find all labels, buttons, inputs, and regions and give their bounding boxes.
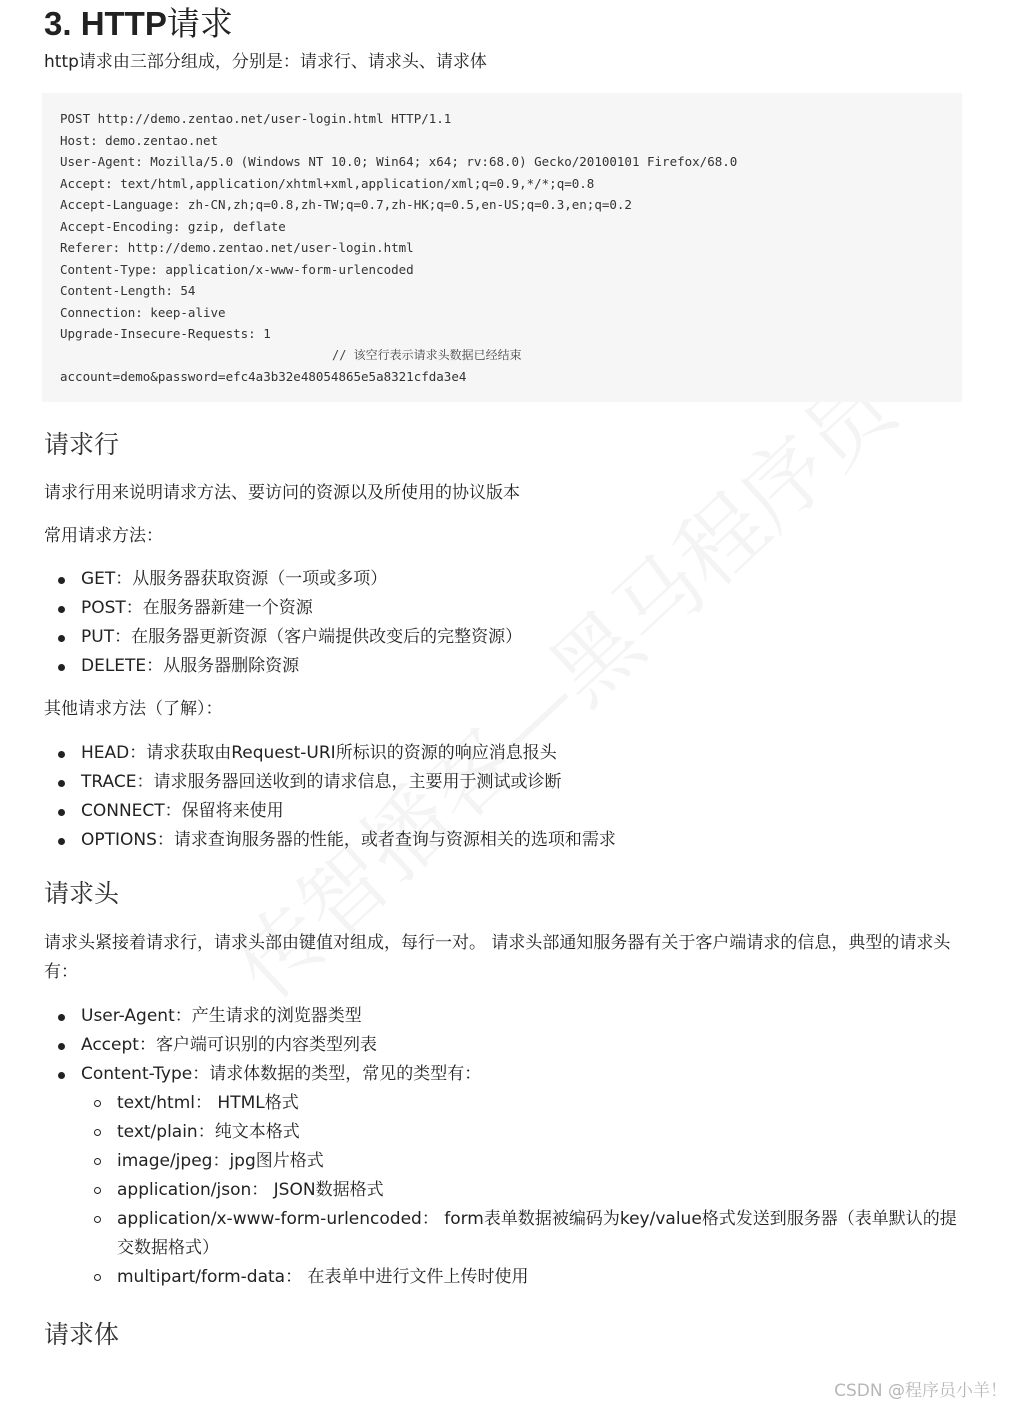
code-line: Referer: http://demo.zentao.net/user-login.html [60, 240, 414, 255]
list-item: POST：在服务器新建一个资源 [44, 594, 964, 623]
page-title [44, 0, 964, 48]
document-page [44, 0, 964, 1352]
code-line: Upgrade-Insecure-Requests: 1 [60, 326, 271, 341]
common-methods-label: 常用请求方法： [44, 525, 163, 546]
list-item-text: Content-Type：请求体数据的类型，常见的类型有： [81, 1063, 482, 1084]
list-item: DELETE：从服务器删除资源 [44, 652, 964, 681]
sub-list-item: application/x-www-form-urlencoded： form表单数据被编码为key/value格式发送到服务器（表单默认的提交数据格式） [44, 1205, 964, 1263]
list-item: TRACE：请求服务器回送收到的请求信息，主要用于测试或诊断 [44, 768, 964, 797]
list-item: OPTIONS：请求查询服务器的性能，或者查询与资源相关的选项和需求 [44, 826, 964, 855]
intro-paragraph: http请求由三部分组成，分别是：请求行、请求头、请求体 [44, 52, 487, 72]
request-header-description: 请求头紧接着请求行，请求头部由键值对组成，每行一对。 请求头部通知服务器有关于客户端请求的信息，典型的请求头有： [44, 932, 951, 982]
list-item: PUT：在服务器更新资源（客户端提供改变后的完整资源） [44, 623, 964, 652]
code-comment: // 该空行表示请求头数据已经结束 [332, 347, 522, 362]
code-line: Content-Length: 54 [60, 283, 196, 298]
list-item: HEAD：请求获取由Request-URI所标识的资源的响应消息报头 [44, 739, 964, 768]
code-line: Accept: text/html,application/xhtml+xml,application/xml;q=0.9,*/*;q=0.8 [60, 175, 595, 191]
request-header-list [44, 1002, 964, 1292]
code-line: POST http://demo.zentao.net/user-login.html HTTP/1.1 [60, 111, 452, 126]
list-item: GET：从服务器获取资源（一项或多项） [44, 565, 964, 594]
sub-list-item: text/html： HTML格式 [44, 1089, 964, 1118]
section-title-request-body: 请求体 [44, 1319, 120, 1349]
title-en: 3. HTTP [44, 5, 167, 42]
content-type-list [81, 1089, 964, 1292]
list-item: CONNECT：保留将来使用 [44, 797, 964, 826]
sub-list-item: text/plain：纯文本格式 [44, 1118, 964, 1147]
code-line: Accept-Language: zh-CN,zh;q=0.8,zh-TW;q=0.7,zh-HK;q=0.5,en-US;q=0.3,en;q=0.2 [60, 197, 632, 212]
section-title-request-header: 请求头 [44, 878, 120, 908]
code-body-line: account=demo&password=efc4a3b32e48054865e5a8321cfda3e4 [60, 369, 467, 384]
sub-list-item: image/jpeg：jpg图片格式 [44, 1147, 964, 1176]
other-methods-list [44, 739, 964, 855]
other-methods-label: 其他请求方法（了解）： [44, 698, 223, 719]
http-request-code-block [42, 93, 962, 402]
list-item [44, 1060, 964, 1292]
code-line: Host: demo.zentao.net [60, 132, 219, 148]
csdn-credit: CSDN @程序员小羊！ [834, 1381, 1007, 1401]
title-cjk: 请求 [166, 4, 233, 43]
sub-list-item: multipart/form-data： 在表单中进行文件上传时使用 [44, 1263, 964, 1292]
request-line-description: 请求行用来说明请求方法、要访问的资源以及所使用的协议版本 [44, 482, 520, 503]
code-line: User-Agent: Mozilla/5.0 (Windows NT 10.0; Win64; x64; rv:68.0) Gecko/20100101 Firefox/68.0 [60, 154, 738, 169]
code-line: Content-Type: application/x-www-form-urlencoded [60, 261, 414, 277]
list-item: User-Agent：产生请求的浏览器类型 [44, 1002, 964, 1031]
common-methods-list [44, 565, 964, 681]
sub-list-item: application/json： JSON数据格式 [44, 1176, 964, 1205]
section-title-request-line: 请求行 [44, 429, 120, 459]
code-line: Accept-Encoding: gzip, deflate [60, 218, 286, 234]
code-line: Connection: keep-alive [60, 304, 226, 320]
list-item: Accept：客户端可识别的内容类型列表 [44, 1031, 964, 1060]
